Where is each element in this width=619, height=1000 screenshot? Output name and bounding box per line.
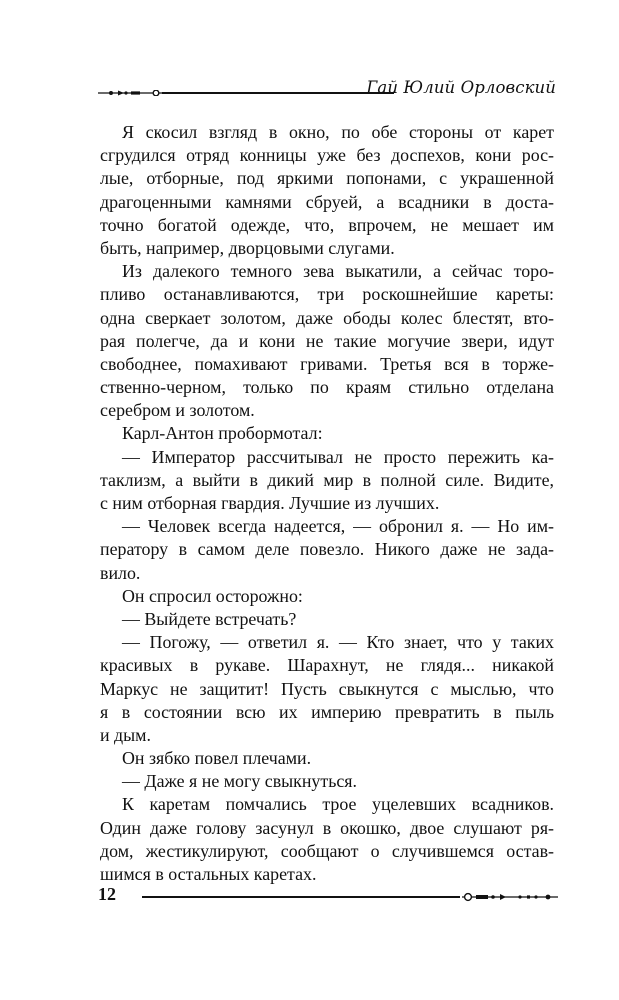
running-header-author: Гай Юлий Орловский: [366, 78, 556, 97]
text-line: ственно-черном, только по краям стильно отделана: [100, 377, 554, 398]
text-line: с ним отборная гвардия. Лучшие из лучших.: [100, 493, 440, 513]
text-line: красивых в рукаве. Шарахнут, не глядя... никакой: [100, 655, 554, 676]
text-line: Я скосил взгляд в окно, по обе стороны от карет: [122, 122, 554, 142]
text-line: рая полегче, да и кони не такие могучие звери, идут: [100, 330, 554, 351]
text-line: — Император рассчитывал не просто пережить ка-: [122, 446, 554, 467]
body-text: [100, 121, 554, 886]
text-line: ператору в самом деле повезло. Никого даже не зада-: [100, 539, 554, 560]
text-line: — Погожу, — ответил я. — Кто знает, что у таких: [122, 632, 554, 653]
text-line: — Человек всегда надеется, — обронил я. — Но им-: [122, 516, 554, 537]
text-line: пливо останавливаются, три роскошнейшие кареты:: [100, 284, 554, 305]
text-line: Маркус не защитит! Пусть свыкнутся с мыслью, что: [100, 678, 554, 699]
header-rule: [162, 92, 394, 94]
text-line: Он зябко повел плечами.: [122, 748, 312, 769]
text-line: К каретам помчались трое уцелевших всадников.: [122, 794, 554, 815]
text-line: и дым.: [100, 724, 151, 745]
text-line: драгоценными камнями сбруей, а всадники в доста-: [100, 191, 554, 212]
text-line: Один даже голову засунул в окошко, двое слушают ря-: [100, 817, 554, 838]
text-line: шимся в остальных каретах.: [100, 864, 317, 884]
text-line: лые, отборные, под яркими попонами, с украшенной: [100, 168, 554, 189]
text-line: таклизм, а выйти в дикий мир в полной силе. Видите,: [100, 469, 554, 490]
header-ornament-icon: [98, 90, 162, 96]
text-line: дом, жестикулируют, сообщают о случившемся остав-: [100, 840, 554, 861]
text-line: свободнее, помахивают гривами. Третья вся в торже-: [100, 353, 554, 374]
footer-rule: [142, 896, 460, 898]
text-line: серебром и золотом.: [100, 400, 255, 421]
text-line: одна сверкает золотом, даже ободы колес блестят, вто-: [100, 307, 554, 328]
running-header: [98, 76, 556, 106]
text-line: Из далекого темного зева выкатили, а сейчас торо-: [122, 261, 554, 282]
footer-ornament-icon: [462, 892, 558, 902]
text-line: быть, например, дворцовыми слугами.: [100, 237, 395, 258]
text-line: точно богатой одежде, что, впрочем, не мешает им: [100, 214, 554, 235]
text-line: Карл-Антон пробормотал:: [122, 423, 323, 444]
text-line: сгрудился отряд конницы уже без доспехов, кони рос-: [100, 145, 554, 166]
text-line: я в состоянии всю их империю превратить в пыль: [100, 701, 554, 722]
text-line: вило.: [100, 562, 141, 583]
page-footer: [98, 884, 558, 912]
text-line: Он спросил осторожно:: [122, 585, 303, 606]
text-line: — Выйдете встречать?: [122, 608, 297, 629]
page-number: 12: [98, 884, 116, 904]
text-line: — Даже я не могу свыкнуться.: [122, 771, 357, 792]
